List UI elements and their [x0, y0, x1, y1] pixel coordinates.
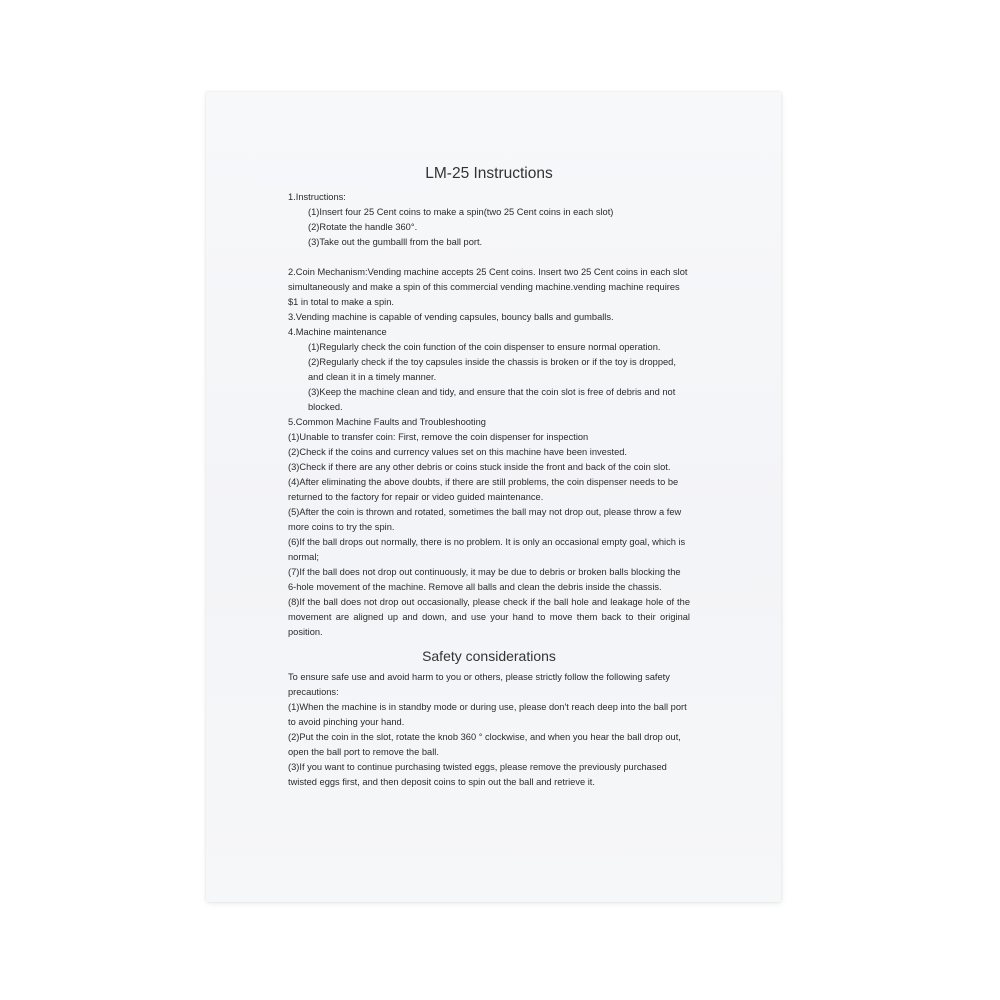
section-5-item: (8)If the ball does not drop out occasionally, please check if the ball hole and leakage hole of the movement are aligned up and down, and use your hand to move them back to their original position. — [288, 597, 690, 637]
spacer — [288, 250, 690, 265]
safety-title: Safety considerations — [422, 648, 556, 664]
section-4-item: (2)Regularly check if the toy capsules inside the chassis is broken or if the toy is dropped, and clean it in a timely manner. — [308, 357, 676, 382]
section-5-item: (7)If the ball does not drop out continuously, it may be due to debris or broken balls blocking the 6-hole movement of the machine. Remove all balls and clean the debris inside the chassis. — [288, 567, 681, 592]
section-5-item: (2)Check if the coins and currency values set on this machine have been invested. — [288, 447, 628, 457]
sheet-content — [288, 164, 690, 790]
section-5-item: (3)Check if there are any other debris or coins stuck inside the front and back of the coin slot. — [288, 462, 671, 472]
section-1-heading: 1.Instructions: — [288, 192, 346, 202]
section-5-item: (6)If the ball drops out normally, there is no problem. It is only an occasional empty goal, which is normal; — [288, 537, 686, 562]
section-5-item: (5)After the coin is thrown and rotated, sometimes the ball may not drop out, please throw a few more coins to try the spin. — [288, 507, 682, 532]
document-title: LM-25 Instructions — [425, 165, 553, 182]
safety-item: (1)When the machine is in standby mode or during use, please don't reach deep into the ball port to avoid pinching your hand. — [288, 702, 687, 727]
safety-intro: To ensure safe use and avoid harm to you or others, please strictly follow the following safety precautions: — [288, 672, 670, 697]
section-5-item: (1)Unable to transfer coin: First, remove the coin dispenser for inspection — [288, 432, 589, 442]
section-1-item: (2)Rotate the handle 360°. — [308, 222, 418, 232]
section-5-item: (4)After eliminating the above doubts, if there are still problems, the coin dispenser needs to be returned to the factory for repair or video guided maintenance. — [288, 477, 679, 502]
section-3-paragraph: 3.Vending machine is capable of vending capsules, bouncy balls and gumballs. — [288, 312, 614, 322]
section-4-heading: 4.Machine maintenance — [288, 327, 387, 337]
instruction-sheet — [206, 92, 781, 902]
section-1-item: (3)Take out the gumballl from the ball port. — [308, 237, 483, 247]
section-4-item: (1)Regularly check the coin function of the coin dispenser to ensure normal operation. — [308, 342, 661, 352]
safety-item: (3)If you want to continue purchasing twisted eggs, please remove the previously purchased twisted eggs first, and then deposit coins to spin out the ball and retrieve it. — [288, 762, 667, 787]
section-5-heading: 5.Common Machine Faults and Troubleshooting — [288, 417, 486, 427]
section-4-item: (3)Keep the machine clean and tidy, and ensure that the coin slot is free of debris and not blocked. — [308, 387, 676, 412]
safety-item: (2)Put the coin in the slot, rotate the knob 360 ° clockwise, and when you hear the ball drop out, open the ball port to remove the ball. — [288, 732, 681, 757]
section-1-item: (1)Insert four 25 Cent coins to make a spin(two 25 Cent coins in each slot) — [308, 207, 614, 217]
section-2-paragraph: 2.Coin Mechanism:Vending machine accepts 25 Cent coins. Insert two 25 Cent coins in each slot simultaneously and make a spin of this commercial vending machine.vending machine requires $1 in total to make a spin. — [288, 267, 688, 307]
